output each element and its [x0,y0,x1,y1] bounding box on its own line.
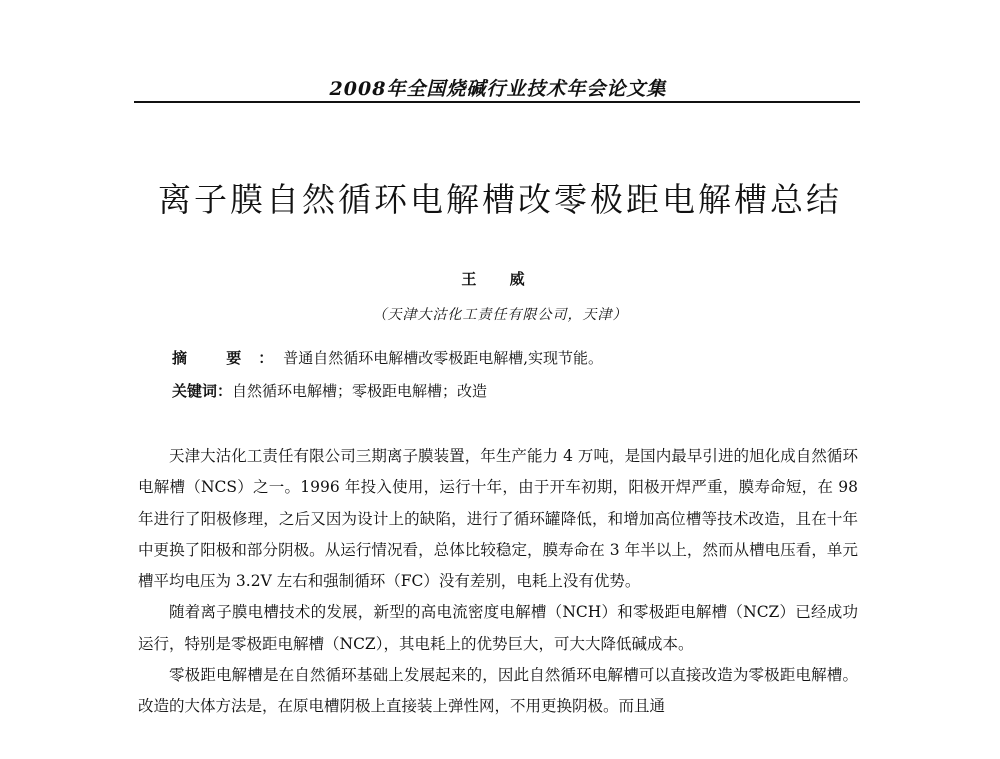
keywords-label: 关键词： [172,382,233,400]
body-paragraph: 随着离子膜电槽技术的发展，新型的高电流密度电解槽（NCH）和零极距电解槽（NCZ）已经成功运行，特别是零极距电解槽（NCZ），其电耗上的优势巨大，可大大降低碱成本。 [138,603,858,653]
body-paragraph: 零极距电解槽是在自然循环基础上发展起来的，因此自然循环电解槽可以直接改造为零极距电解槽。改造的大体方法是，在原电槽阴极上直接装上弹性网，不用更换阴极。而且通 [138,666,858,716]
keywords-line [172,380,487,401]
body-text [138,441,858,723]
header-rule [134,101,860,103]
author-affiliation: （天津大沽化工责任有限公司，天津） [372,307,628,323]
body-paragraph: 天津大沽化工责任有限公司三期离子膜装置，年生产能力 4 万吨，是国内最早引进的旭化成自然循环电解槽（NCS）之一。1996 年投入使用，运行十年，由于开车初期，阳极开焊严重，膜寿命短，在 98 年进行了阳极修理，之后又因为设计上的缺陷，进行了循环罐降低，和增加高位槽等技术改造，且在十年中更换了阳极和部分阴极。从运行情况看，总体比较稳定，膜寿命在 3 年半以上，然而从槽电压看，单元槽平均电压为 3.2V 左右和强制循环（FC）没有差别，电耗上没有优势。 [138,447,858,591]
author-name: 王 威 [461,270,539,288]
paper-title: 离子膜自然循环电解槽改零极距电解槽总结 [158,180,842,220]
abstract-label: 摘 要： [172,349,291,367]
abstract-line [172,347,603,368]
abstract-text: 普通自然循环电解槽改零极距电解槽,实现节能。 [283,349,604,367]
keywords-text: 自然循环电解槽；零极距电解槽；改造 [232,382,488,400]
running-header: 2008年全国烧碱行业技术年会论文集 [329,78,667,100]
